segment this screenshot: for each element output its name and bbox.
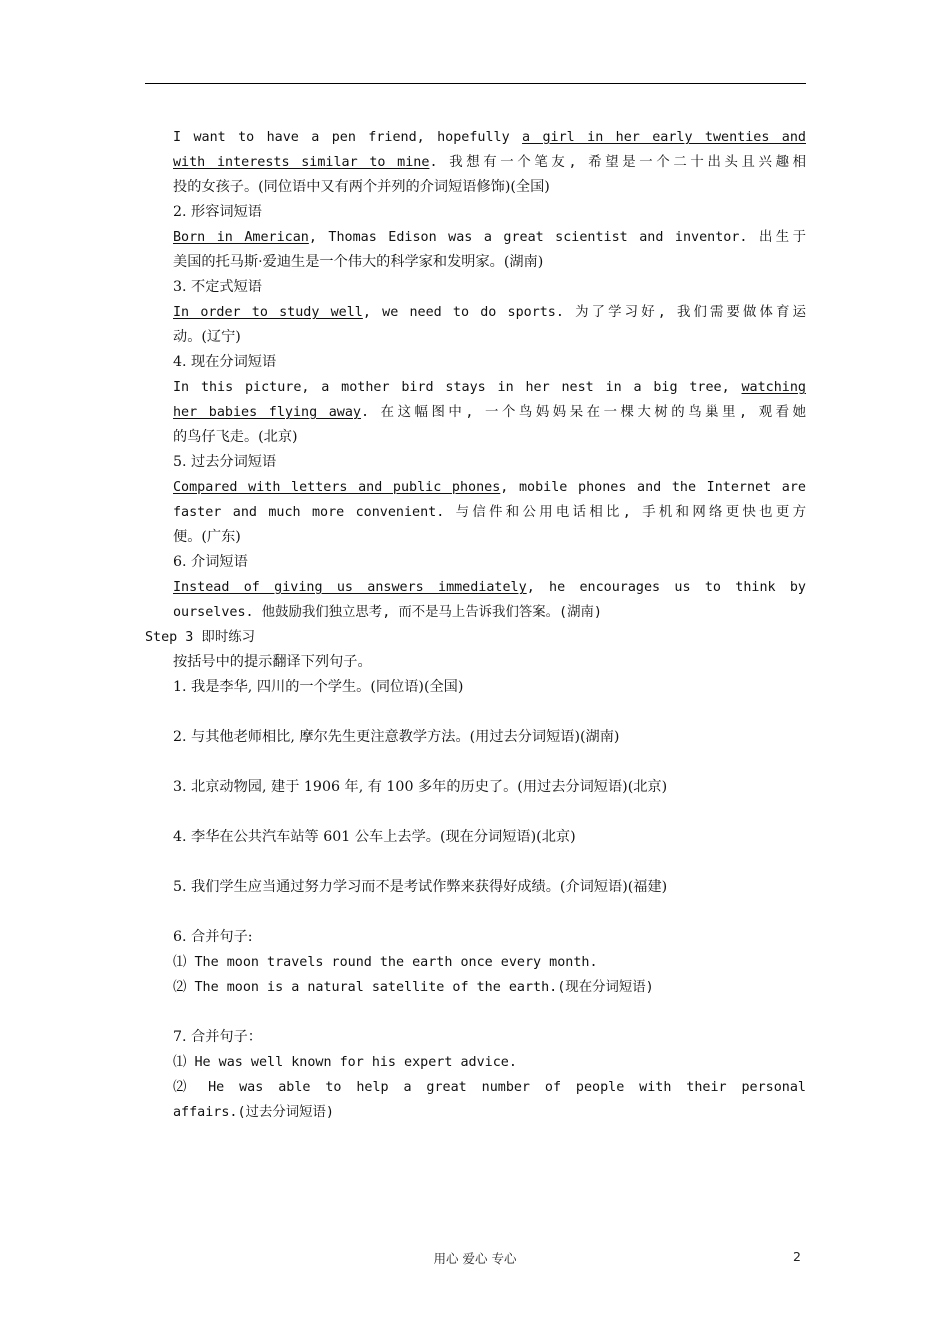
header-rule (145, 83, 806, 84)
example-1-line-3: 投的女孩子。(同位语中又有两个并列的介词短语修饰)(全国) (173, 179, 550, 195)
exercise-5: 5. 我们学生应当通过努力学习而不是考试作弊来获得好成绩。(介词短语)(福建) (173, 879, 668, 895)
example-6-line-1: Instead of giving us answers immediately, he encourages us to think by (173, 580, 806, 595)
example-5-line-2: faster and much more convenient. 与信件和公用电话相比, 手机和网络更快也更方 (173, 505, 806, 520)
exercise-6-sentence-2: ⑵ The moon is a natural satellite of the earth.(现在分词短语) (173, 980, 654, 995)
underlined-phrase: In order to study well (173, 305, 363, 320)
exercise-6-sentence-1: ⑴ The moon travels round the earth once every month. (173, 955, 598, 970)
heading-present-participle: 4. 现在分词短语 (173, 354, 277, 370)
underlined-phrase: watching (741, 380, 806, 395)
exercise-6-title: 6. 合并句子: (173, 929, 253, 945)
example-3-line-1: In order to study well, we need to do sports. 为了学习好, 我们需要做体育运 (173, 305, 806, 320)
example-5-line-1: Compared with letters and public phones, mobile phones and the Internet are (173, 480, 806, 495)
step3-instruction: 按括号中的提示翻译下列句子。 (173, 654, 372, 670)
example-5-line-3: 便。(广东) (173, 529, 241, 545)
example-4-line-1: In this picture, a mother bird stays in her nest in a big tree, watching (173, 380, 806, 395)
exercise-4: 4. 李华在公共汽车站等 601 公车上去学。(现在分词短语)(北京) (173, 829, 576, 845)
underlined-phrase: a girl in her early twenties and (522, 130, 806, 145)
exercise-7-sentence-1: ⑴ He was well known for his expert advice. (173, 1055, 517, 1070)
underlined-phrase: Compared with letters and public phones (173, 480, 501, 495)
heading-past-participle: 5. 过去分词短语 (173, 454, 277, 470)
exercise-2: 2. 与其他老师相比, 摩尔先生更注意教学方法。(用过去分词短语)(湖南) (173, 729, 620, 745)
exercise-1: 1. 我是李华, 四川的一个学生。(同位语)(全国) (173, 679, 464, 695)
step3-title: Step 3 即时练习 (145, 630, 255, 645)
example-4-line-2: her babies flying away. 在这幅图中, 一个鸟妈妈呆在一棵大树的鸟巢里, 观看她 (173, 405, 806, 420)
example-6-line-2: ourselves. 他鼓励我们独立思考, 而不是马上告诉我们答案。(湖南) (173, 605, 602, 620)
example-2-line-2: 美国的托马斯·爱迪生是一个伟大的科学家和发明家。(湖南) (173, 254, 544, 270)
example-3-line-2: 动。(辽宁) (173, 329, 241, 345)
page-number: 2 (793, 1249, 801, 1264)
underlined-phrase: her babies flying away (173, 405, 361, 420)
exercise-7-sentence-2: ⑵ He was able to help a great number of people with their personal (173, 1080, 806, 1095)
footer-text: 用心 爱心 专心 (433, 1251, 517, 1266)
heading-prepositional-phrase: 6. 介词短语 (173, 554, 248, 570)
example-1-line-1: I want to have a pen friend, hopefully a girl in her early twenties and (173, 130, 806, 145)
heading-infinitive-phrase: 3. 不定式短语 (173, 279, 262, 295)
exercise-7-sentence-2-cont: affairs.(过去分词短语) (173, 1105, 334, 1120)
underlined-phrase: with interests similar to mine (173, 155, 430, 170)
example-2-line-1: Born in American, Thomas Edison was a great scientist and inventor. 出生于 (173, 230, 806, 245)
heading-adjective-phrase: 2. 形容词短语 (173, 204, 262, 220)
example-1-line-2: with interests similar to mine. 我想有一个笔友, 希望是一个二十出头且兴趣相 (173, 155, 807, 170)
example-4-line-3: 的鸟仔飞走。(北京) (173, 429, 298, 445)
underlined-phrase: Instead of giving us answers immediately (173, 580, 527, 595)
underlined-phrase: Born in American (173, 230, 309, 245)
exercise-3: 3. 北京动物园, 建于 1906 年, 有 100 多年的历史了。(用过去分词短语)(北京) (173, 779, 668, 795)
exercise-7-title: 7. 合并句子： (173, 1029, 262, 1045)
